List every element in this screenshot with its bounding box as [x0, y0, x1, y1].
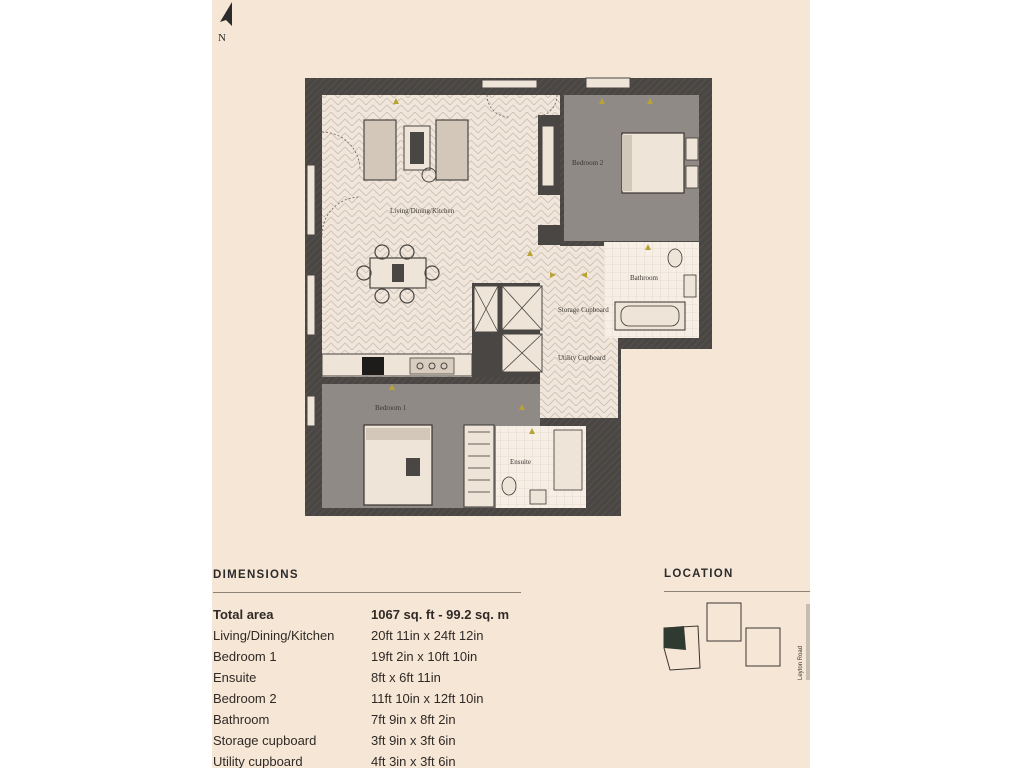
dimension-value: 4ft 3in x 3ft 6in: [371, 754, 456, 768]
location-rule: [664, 591, 810, 592]
compass-north-label: N: [218, 32, 226, 44]
dimensions-heading: DIMENSIONS: [213, 569, 299, 581]
dimension-name: Total area: [213, 607, 274, 622]
dimension-value: 8ft x 6ft 11in: [371, 670, 441, 685]
dimension-row-total: [213, 604, 509, 625]
location-heading: LOCATION: [664, 568, 734, 580]
site-marker-icon: [664, 626, 686, 650]
dimension-row: [213, 688, 509, 709]
dimension-name: Bedroom 1: [213, 649, 277, 664]
living-dining-kitchen-room: [307, 80, 560, 377]
dimension-row: [213, 667, 509, 688]
floor-plan: [212, 0, 810, 560]
dimension-row: [213, 730, 509, 751]
room-label-ensuite: Ensuite: [510, 458, 531, 466]
room-label-living: Living/Dining/Kitchen: [390, 207, 455, 215]
dimensions-rule: [213, 592, 521, 593]
dimension-value: 20ft 11in x 24ft 12in: [371, 628, 484, 643]
room-label-bedroom-2: Bedroom 2: [572, 159, 604, 167]
dimension-name: Ensuite: [213, 670, 257, 685]
dimension-value: 7ft 9in x 8ft 2in: [371, 712, 456, 727]
dimension-value: 19ft 2in x 10ft 10in: [371, 649, 478, 664]
room-label-bathroom: Bathroom: [630, 274, 658, 282]
room-label-storage: Storage Cupboard: [558, 306, 609, 314]
room-label-bedroom-1: Bedroom 1: [375, 404, 407, 412]
dimension-value: 11ft 10in x 12ft 10in: [371, 691, 484, 706]
dimension-name: Bathroom: [213, 712, 270, 727]
floor-plan-sheet: [212, 0, 810, 768]
bathroom-room: [604, 242, 699, 338]
dimension-name: Utility cupboard: [213, 754, 303, 768]
ensuite-room: [496, 426, 586, 508]
dimension-row: [213, 709, 509, 730]
road-label: Leyton Road: [798, 645, 804, 680]
compass-arrow-icon: [220, 2, 232, 26]
dimension-name: Storage cupboard: [213, 733, 317, 748]
location-map: [662, 598, 810, 688]
dimension-name: Bedroom 2: [213, 691, 277, 706]
dimension-name: Living/Dining/Kitchen: [213, 628, 335, 643]
dimension-row: [213, 751, 509, 768]
dimension-value: 3ft 9in x 3ft 6in: [371, 733, 456, 748]
dimensions-table: [213, 604, 509, 768]
dimension-row: [213, 646, 509, 667]
dimension-value: 1067 sq. ft - 99.2 sq. m: [371, 607, 510, 622]
room-label-utility: Utility Cupboard: [558, 354, 606, 362]
dimension-row: [213, 625, 509, 646]
